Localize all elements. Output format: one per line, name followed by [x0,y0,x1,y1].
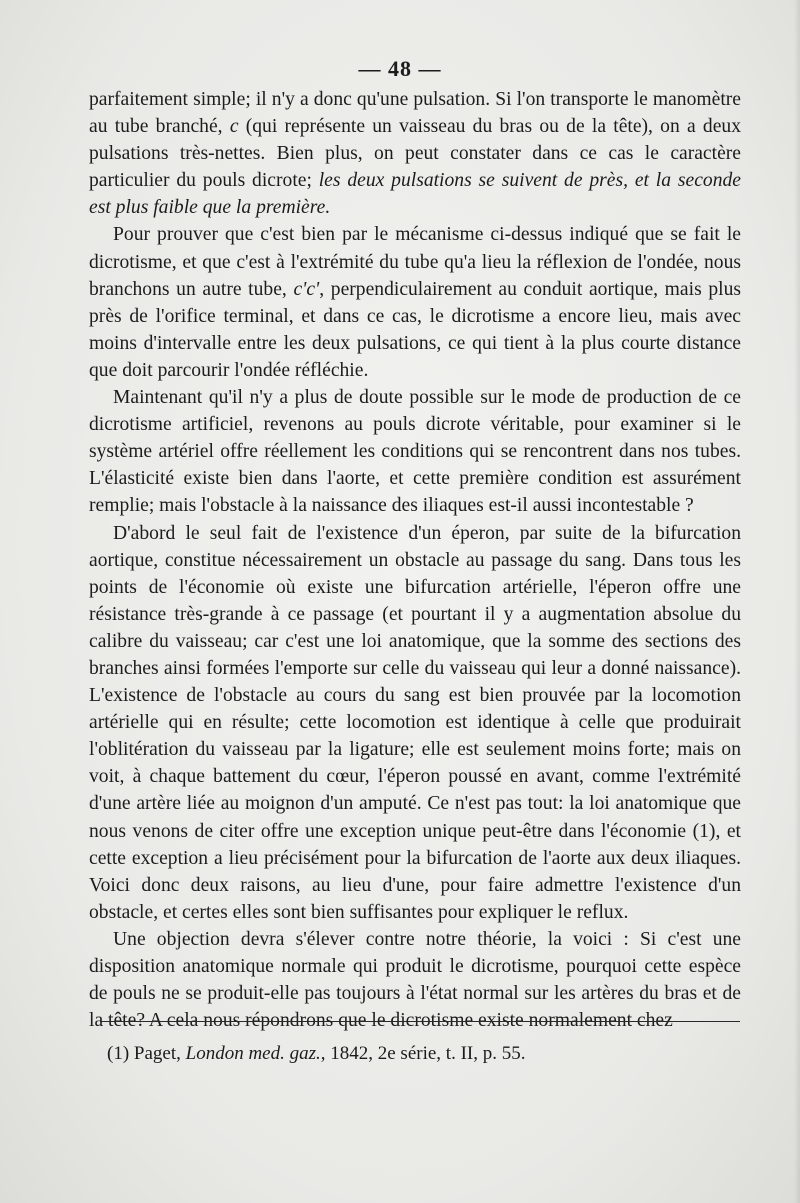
italic-run: c'c' [293,278,320,300]
paragraph-4 [89,520,741,926]
paragraph-3 [89,384,741,519]
paragraph-1 [89,86,741,221]
italic-run: c [229,116,239,138]
footnote-marker: (1) Paget, [107,1043,186,1064]
footnote [107,1042,747,1066]
text-run: , perpendiculairement au conduit aortique, mais plus près de l'orifice terminal, et dans ce cas, le dicrotisme a encore lieu, mais avec moins d'intervalle entre les deux pulsations, ce qui tient à la plus courte distance que doit parcourir l'ondée réfléchie. [89,278,741,381]
paragraph-5 [89,926,741,1034]
text-run: Une objection devra s'élever contre notre théorie, la voici : Si c'est une disposition anatomique normale qui produit le dicrotisme, pourquoi cette espèce de pouls ne se produit-elle pas toujours à l'état normal sur les artères du bras et de la tête? A cela nous répondrons que le dicrotisme existe normalement chez [89,928,741,1032]
text-run: Pour prouver que c'est bien par le mécanisme ci-dessus indiqué que se fait le dicrotisme, et que c'est à l'extrémité du tube qu'a lieu la réflexion de l'ondée, nous branchons un autre tube, [89,224,741,300]
text-run: D'abord le seul fait de l'existence d'un éperon, par suite de la bifurcation aortique, constitue nécessairement un obstacle au passage du sang. Dans tous les points de l'économie où existe une bifurcation artérielle, l'éperon offre une résistance très-grande à ce passage (et pourtant il y a augmentation absolue du calibre du vaisseau; car c'est une loi anatomique, que la somme des sections des branches ainsi formées l'emporte sur celle du vaisseau qui leur a donné naissance). L'existence de l'obstacle au cours du sang est bien prouvée par la locomotion artérielle qui en résulte; cette locomotion est identique à celle que produirait l'oblitération du vaisseau par la ligature; elle est seulement moins forte; mais on voit, à chaque battement du cœur, l'éperon poussé en avant, comme l'extrémité d'une artère liée au moignon d'un amputé. Ce n'est pas tout: la loi anatomique que nous venons de citer offre une exception unique peut-être dans l'économie (1), et cette exception a lieu précisément pour la bifurcation de l'aorte aux deux iliaques. Voici donc deux raisons, au lieu d'une, pour faire admettre l'existence d'un obstacle, et certes elles sont bien suffisantes pour expliquer le reflux. [89,522,741,923]
footnote-citation: , 1842, 2e série, t. II, p. 55. [320,1043,526,1064]
text-run: (qui représente un vaisseau du bras ou de la tête), on a deux pulsations très-nettes. Bien plus, on peut constater dans ce cas le caractère particulier du pouls dicrote; [89,116,742,192]
page-number: — 48 — [358,56,442,81]
text-run: parfaitement simple; il n'y a donc qu'une pulsation. Si l'on transporte le manomètre au tube branché, [89,89,741,138]
italic-run: les deux pulsations se suivent de près, et la seconde est plus faible que la première. [89,170,741,219]
page-edge-shadow [794,0,800,1203]
footnote-rule [100,1021,740,1022]
paragraph-2 [89,221,741,384]
text-run: Maintenant qu'il n'y a plus de doute possible sur le mode de production de ce dicrotisme artificiel, revenons au pouls dicrote véritable, pour examiner si le système artériel offre réellement les conditions qui se rencontrent dans nos tubes. L'élasticité existe bien dans l'aorte, et cette première condition est assurément remplie; mais l'obstacle à la naissance des iliaques est-il aussi incontestable ? [89,387,741,517]
footnote-journal: London med. gaz. [185,1043,321,1064]
body-text [89,86,741,1034]
